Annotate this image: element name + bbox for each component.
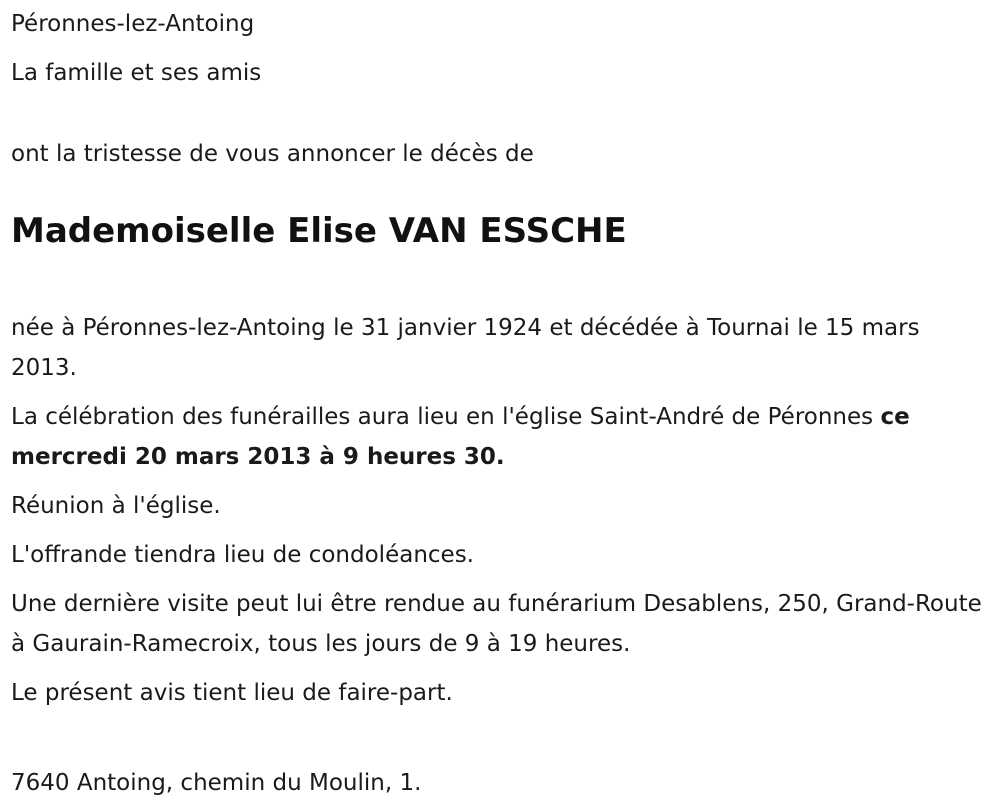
- announcement-intro: ont la tristesse de vous annoncer le décès de: [11, 141, 534, 167]
- family-address: 7640 Antoing, chemin du Moulin, 1.: [11, 770, 422, 796]
- deceased-name: Mademoiselle Elise VAN ESSCHE: [11, 211, 627, 251]
- birth-death-details: née à Péronnes-lez-Antoing le 31 janvier 1924 et décédée à Tournai le 15 mars 2013.: [11, 315, 920, 381]
- visit-info: Une dernière visite peut lui être rendue au funérarium Desablens, 250, Grand-Route à Gaurain-Ramecroix, tous les jours de 9 à 19 heures.: [11, 591, 982, 657]
- meeting-info: Réunion à l'église.: [11, 493, 221, 519]
- notice-statement: Le présent avis tient lieu de faire-part.: [11, 680, 453, 706]
- funeral-datetime: ce mercredi 20 mars 2013 à 9 heures 30.: [11, 404, 910, 470]
- family-line: La famille et ses amis: [11, 60, 262, 86]
- town-heading: Péronnes-lez-Antoing: [11, 11, 255, 37]
- funeral-location: La célébration des funérailles aura lieu en l'église Saint-André de Péronnes: [11, 404, 881, 430]
- funeral-details: [11, 397, 986, 477]
- offering-info: L'offrande tiendra lieu de condoléances.: [11, 542, 474, 568]
